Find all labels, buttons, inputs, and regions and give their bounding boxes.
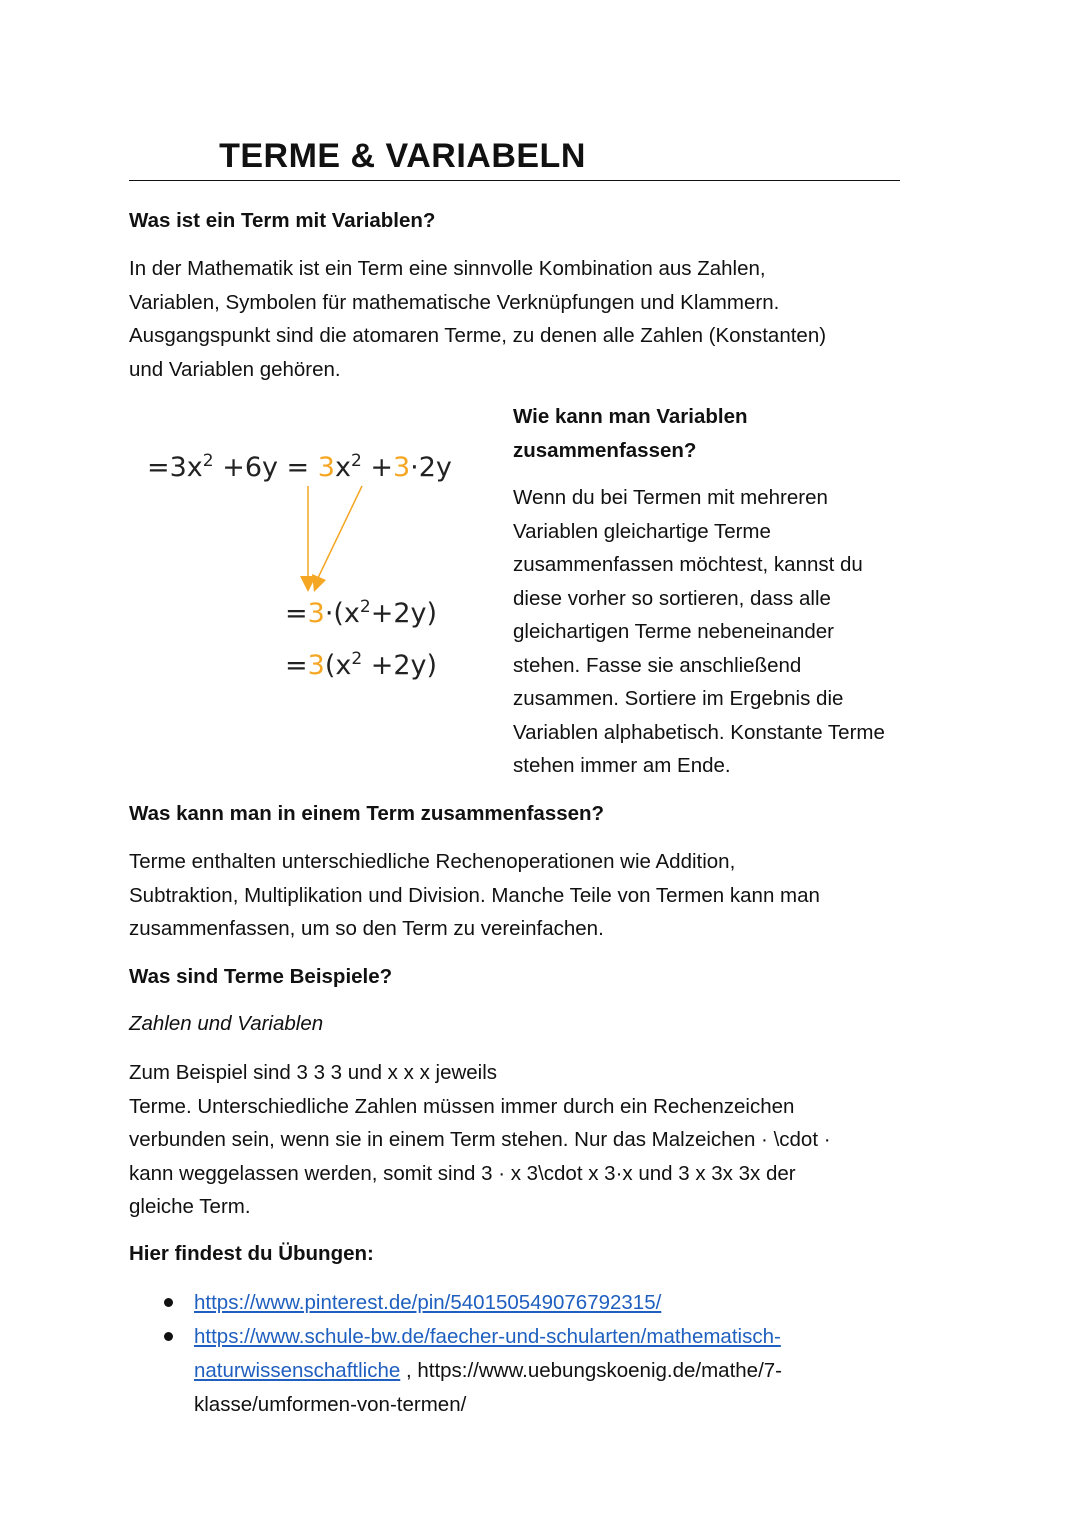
text-uebungskoenig-url-cont: klasse/umformen-von-termen/	[194, 1393, 467, 1416]
heading-terme-beispiele: Was sind Terme Beispiele?	[129, 965, 393, 988]
link-schule-bw[interactable]: https://www.schule-bw.de/faecher-und-schularten/mathematisch- naturwissenschaftliche	[194, 1325, 781, 1382]
paragraph-zusammenfassen: Wenn du bei Termen mit mehreren Variablen gleichartige Terme zusammenfassen möchtest, kannst du diese vorher so sortieren, dass alle gleichartigen Terme nebeneinander stehen. Fasse sie anschließend zusammen. Sortiere im Ergebnis die Variablen alphabetisch. Konstante Terme stehen immer am Ende.	[513, 486, 885, 777]
bullet-icon	[164, 1332, 173, 1341]
link-pinterest[interactable]: https://www.pinterest.de/pin/540150549076792315/	[194, 1291, 662, 1314]
exercise-links-list	[194, 1286, 1014, 1422]
bullet-icon	[164, 1298, 173, 1307]
heading-term-zusammenfassen: Was kann man in einem Term zusammenfassen?	[129, 802, 605, 825]
heading-uebungen: Hier findest du Übungen:	[129, 1242, 374, 1265]
paragraph-beispiele: Zum Beispiel sind 3 3 3 und x x x jeweils Terme. Unterschiedliche Zahlen müssen immer durch ein Rechenzeichen verbunden sein, wenn sie in einem Term stehen. Nur das Malzeichen · \cdot · kann weggelassen werden, somit sind 3 · x 3\cdot x 3·x und 3 x 3x 3x der gleiche Term.	[129, 1061, 831, 1218]
list-item: https://www.schule-bw.de/faecher-und-schularten/mathematisch- naturwissenschaftliche , https://www.uebungskoenig.de/mathe/7- klasse/umformen-von-termen/	[194, 1320, 1014, 1422]
factor-arrows-diagram	[290, 480, 380, 600]
formula-line-2: $=3\cdot(x^2+2y)$	[285, 597, 438, 629]
page-title: TERME & VARIABELN	[129, 132, 900, 181]
heading-term-mit-variablen: Was ist ein Term mit Variablen?	[129, 209, 436, 232]
subheading-zahlen-und-variablen: Zahlen und Variablen	[129, 1012, 324, 1035]
paragraph-rechenoperationen: Terme enthalten unterschiedliche Rechenoperationen wie Addition, Subtraktion, Multiplikation und Division. Manche Teile von Termen kann man zusammenfassen, um so den Term zu vereinfachen.	[129, 850, 820, 940]
formula-line-1: $=3x^2 +6y = 3x^2 +3\cdot 2y$	[147, 451, 452, 483]
text-uebungskoenig-url: https://www.uebungskoenig.de/mathe/7-	[417, 1359, 783, 1382]
heading-variablen-zusammenfassen: Wie kann man Variablen zusammenfassen?	[513, 405, 748, 462]
list-item	[194, 1286, 1014, 1320]
paragraph-term-definition: In der Mathematik ist ein Term eine sinnvolle Kombination aus Zahlen, Variablen, Symbolen für mathematische Verknüpfungen und Klammern. Ausgangspunkt sind die atomaren Terme, zu denen alle Zahlen (Konstanten) und Variablen gehören.	[129, 257, 827, 381]
formula-line-3: $=3(x^2 +2y)$	[285, 649, 438, 681]
arrow-from-3	[317, 486, 362, 580]
